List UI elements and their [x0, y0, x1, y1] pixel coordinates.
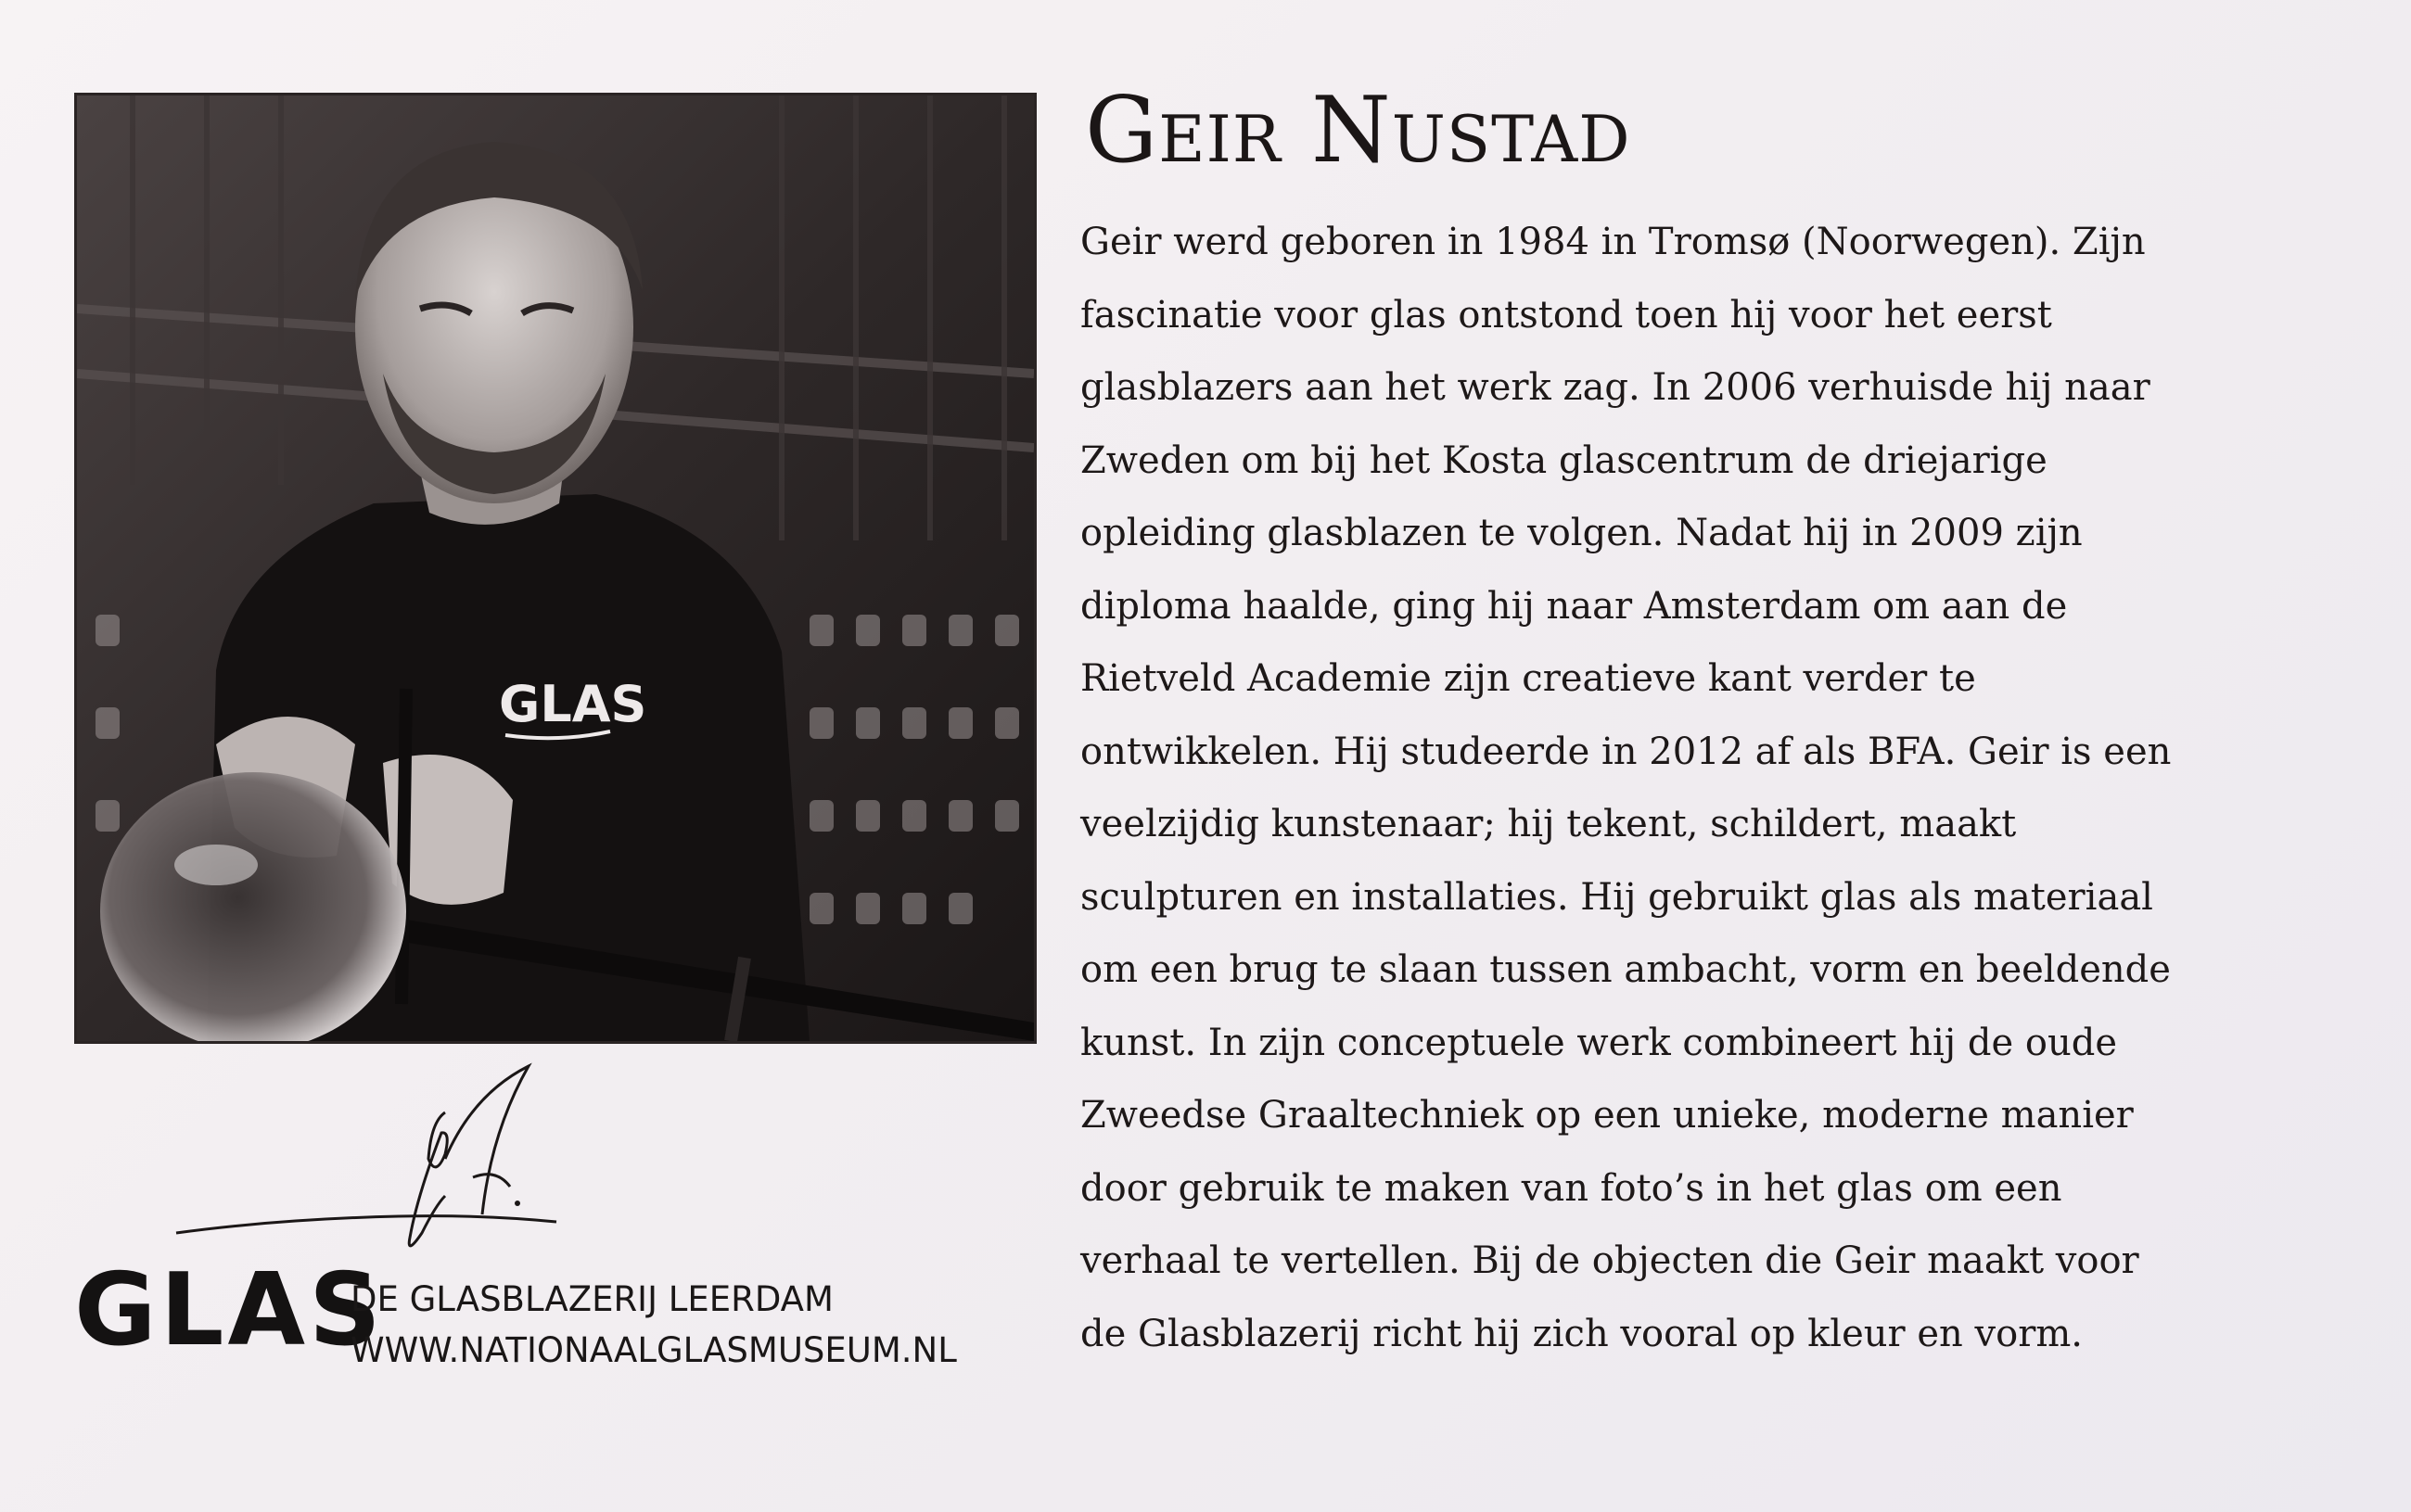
artist-photo — [74, 93, 1037, 1044]
glassblower-illustration — [77, 95, 1034, 1041]
bio-line: opleiding glasblazen te volgen. Nadat hij in 2009 zijn — [1080, 512, 2083, 554]
organization-name: DE GLASBLAZERIJ LEERDAM — [351, 1279, 834, 1319]
bio-line: ontwikkelen. Hij studeerde in 2012 af als BFA. Geir is een — [1080, 730, 2172, 773]
bio-line: sculpturen en installaties. Hij gebruikt glas als materiaal — [1080, 875, 2153, 919]
artist-biography — [1080, 206, 2379, 1370]
bio-line: glasblazers aan het werk zag. In 2006 verhuisde hij naar — [1080, 366, 2150, 409]
bio-line: veelzijdig kunstenaar; hij tekent, schildert, maakt — [1080, 803, 2017, 845]
bio-line: kunst. In zijn conceptuele werk combineert hij de oude — [1080, 1021, 2118, 1064]
bio-line: Zweden om bij het Kosta glascentrum de driejarige — [1080, 438, 2047, 482]
bio-line: verhaal te vertellen. Bij de objecten die Geir maakt voor — [1080, 1239, 2139, 1282]
bio-line: diploma haalde, ging hij naar Amsterdam om aan de — [1080, 584, 2068, 628]
museum-info — [351, 1274, 957, 1376]
glas-logo: GLAS — [74, 1252, 385, 1368]
website-url: WWW.NATIONAALGLASMUSEUM.NL — [351, 1330, 957, 1370]
shirt-logo: GLAS — [499, 675, 647, 733]
bio-line: Rietveld Academie zijn creatieve kant verder te — [1080, 657, 1976, 700]
bio-line: de Glasblazerij richt hij zich vooral op kleur en vorm. — [1080, 1312, 2083, 1355]
bio-line: Geir werd geboren in 1984 in Tromsø (Noorwegen). Zijn — [1080, 221, 2146, 263]
bio-line: om een brug te slaan tussen ambacht, vorm en beeldende — [1080, 948, 2171, 991]
bio-line: Zweedse Graaltechniek op een unieke, moderne manier — [1080, 1094, 2134, 1137]
bio-line: fascinatie voor glas ontstond toen hij voor het eerst — [1080, 293, 2052, 337]
bio-line: door gebruik te maken van foto’s in het glas om een — [1080, 1166, 2062, 1210]
artist-name: Geir Nustad — [1085, 78, 1631, 184]
artist-signature — [167, 1057, 575, 1252]
